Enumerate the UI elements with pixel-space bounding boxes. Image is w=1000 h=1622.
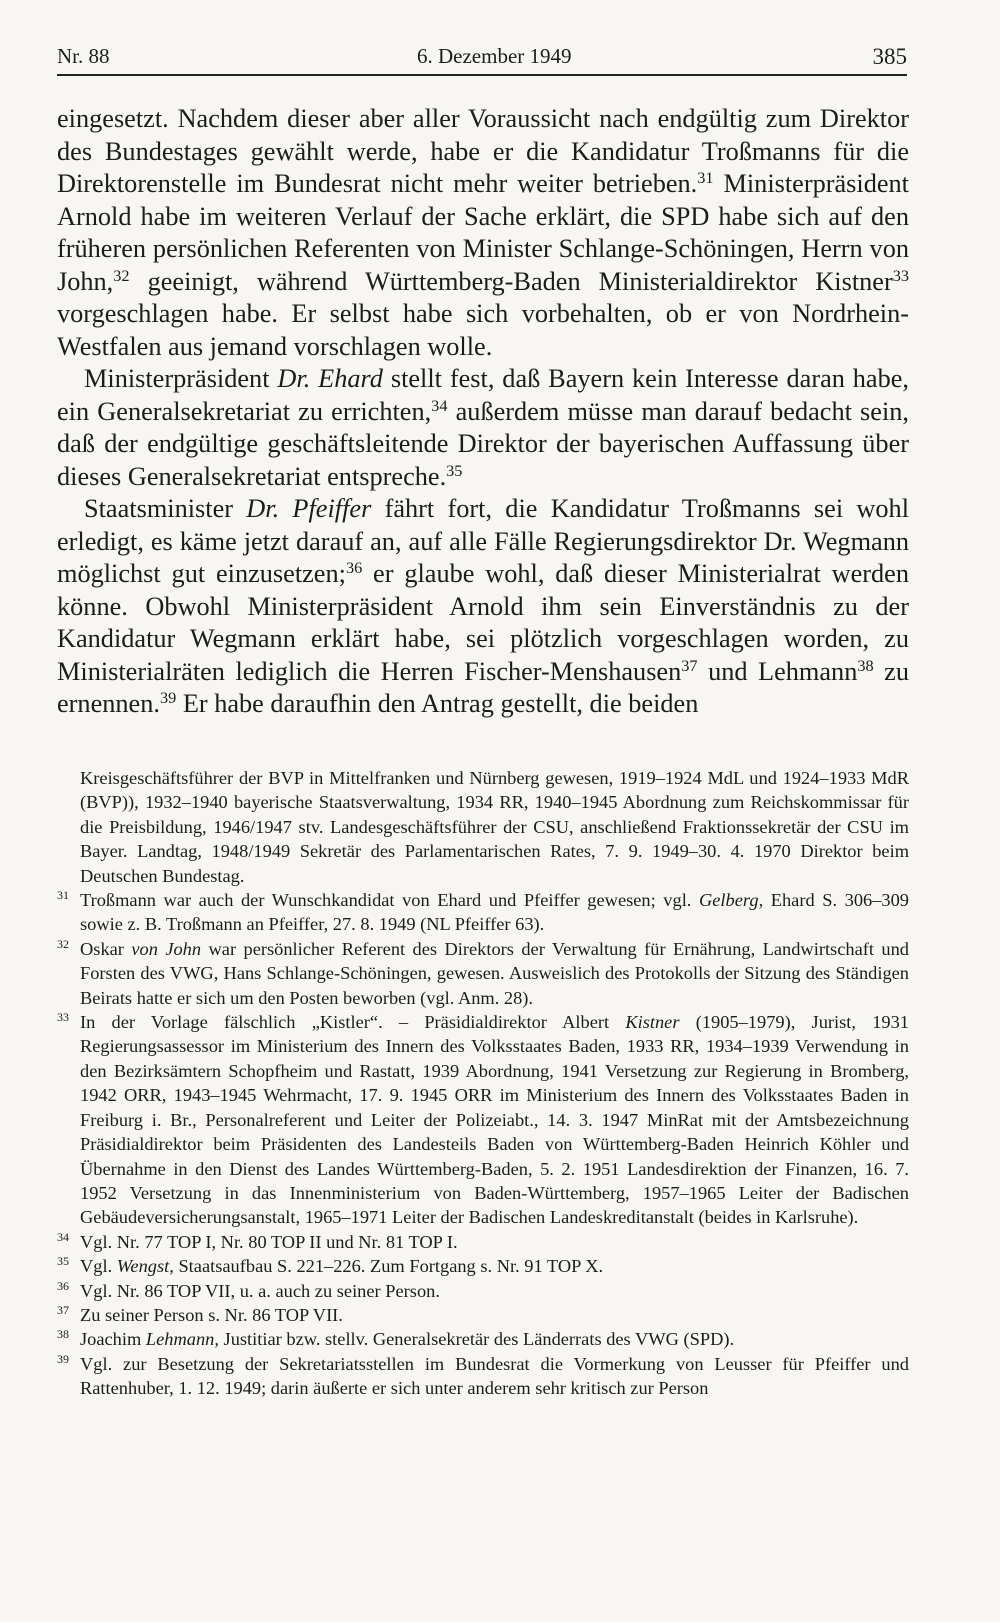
footnote-text: Staatsaufbau S. 221–226. Zum Fortgang s. Nr. 91 TOP X. <box>173 1256 604 1277</box>
footnote-ref[interactable]: 36 <box>345 558 363 578</box>
footnote-text: In der Vorlage fälschlich „Kistler“. – Präsidialdirektor Albert <box>80 1012 626 1033</box>
footnote-text: war persönlicher Referent des Direktors der Verwaltung für Ernährung, Landwirtschaft und Forsten des VWG, Hans Schlange-Schöningen, gewesen. Ausweislich des Protokolls der Sitzung des Ständigen Beirats hatte er sich um den Posten beworben (vgl. Anm. 28). <box>80 938 909 1008</box>
paragraph-3 <box>57 493 909 721</box>
footnote-35 <box>57 1254 909 1278</box>
footnote-continuation <box>57 766 909 888</box>
text-run: und Lehmann <box>697 656 858 686</box>
footnote-text: (1905–1979), Jurist, 1931 Regierungsassessor im Ministerium des Innern des Volksstaates Baden, 1933 RR, 1934–1939 Verwendung in den Bezirksämtern Schopfheim und Rastatt, 1939 Abordnung, 1941 Versetzung zur Regierung in Bromberg, 1942 ORR, 1943–1945 Wehrmacht, 17. 9. 1945 ORR im Ministerium des Innern des Volksstaates Baden in Freiburg i. Br., Personalreferent und Leiter der Polizeiabt., 14. 3. 1947 MinRat mit der Amtsbezeichnung Präsidialdirektor beim Präsidenten des Landesteils Baden von Württemberg-Baden Heinrich Köhler und Übernahme in den Dienst des Landes Württemberg-Baden, 5. 2. 1951 Landesdirektion der Finanzen, 16. 7. 1952 Versetzung in das Innenministerium von Baden-Württemberg, 1957–1965 Leiter der Badischen Gebäudeversicherungsanstalt, 1965–1971 Leiter der Badischen Landeskreditanstalt (beides in Karlsruhe). <box>80 1012 909 1228</box>
header-date: 6. Dezember 1949 <box>417 44 572 68</box>
issue-number: Nr. 88 <box>57 44 110 68</box>
footnote-text: Ehard S. 306–309 sowie z. B. Troßmann an Pfeiffer, 27. 8. 1949 (NL Pfeiffer 63). <box>80 890 909 935</box>
text-run: stellt fest, daß Bayern kein Interesse daran habe, ein Generalsekretariat zu errichten, <box>57 364 910 426</box>
footnote-ref[interactable]: 32 <box>113 265 130 285</box>
footnote-number: 33 <box>57 1010 69 1025</box>
footnote-text: Oskar <box>80 938 132 959</box>
footnote-ref[interactable]: 34 <box>431 395 448 415</box>
footnote-31 <box>57 888 909 937</box>
text-run: Ministerpräsident Arnold habe im weiteren Verlauf der Sache erklärt, die SPD habe sich auf den früheren persönlichen Referenten von Minister Schlange-Schöningen, Herrn von John, <box>57 169 909 296</box>
paragraph-1 <box>57 103 909 363</box>
person-name: Dr. Pfeiffer <box>246 494 372 523</box>
person-name: von John <box>131 938 202 959</box>
author-name: Gelberg, <box>698 890 764 911</box>
footnote-text: Justitiar bzw. stellv. Generalsekretär des Länderrats des VWG (SPD). <box>218 1329 735 1350</box>
footnote-number: 32 <box>57 936 69 951</box>
footnote-number: 35 <box>57 1254 69 1269</box>
footnote-number: 39 <box>57 1351 69 1366</box>
text-run: außerdem müsse man darauf bedacht sein, daß der endgültige geschäftsleitende Direktor der bayerischen Auffassung über dieses Generalsekretariat entspreche. <box>57 396 909 491</box>
footnote-32 <box>57 937 909 1010</box>
footnote-38 <box>57 1327 909 1351</box>
footnote-text: Kreisgeschäftsführer der BVP in Mittelfranken und Nürnberg gewesen, 1919–1924 MdL und 1924–1933 MdR (BVP)), 1932–1940 bayerische Staatsverwaltung, 1934 RR, 1940–1945 Abordnung zum Reichskommissar für die Preisbildung, 1946/1947 stv. Landesgeschäftsführer der CSU, anschließend Fraktionssekretär der CSU im Bayer. Landtag, 1948/1949 Sekretär des Parlamentarischen Rates, 7. 9. 1949–30. 4. 1970 Direktor beim Deutschen Bundestag. <box>80 768 909 886</box>
footnote-text: Zu seiner Person s. Nr. 86 TOP VII. <box>80 1304 343 1325</box>
footnotes <box>57 766 909 1401</box>
footnote-39 <box>57 1352 909 1401</box>
footnote-33 <box>57 1010 909 1230</box>
footnote-number: 34 <box>57 1229 69 1244</box>
running-header <box>57 40 907 76</box>
person-name: Lehmann, <box>145 1329 219 1350</box>
footnote-text: Joachim <box>80 1329 146 1350</box>
text-run: Staatsminister <box>84 494 247 523</box>
text-run: eingesetzt. Nachdem dieser aber aller Voraussicht nach endgültig zum Direktor des Bundestages gewählt werde, habe er die Kandidatur Troßmanns für die Direktorenstelle im Bundesrat nicht mehr weiter betrieben. <box>57 104 909 198</box>
text-run: vorgeschlagen habe. Er selbst habe sich vorbehalten, ob er von Nordrhein-Westfalen aus jemand vorschlagen wolle. <box>57 299 909 361</box>
footnote-36 <box>57 1279 909 1303</box>
footnote-ref[interactable]: 37 <box>681 655 698 675</box>
footnote-ref[interactable]: 39 <box>159 688 177 708</box>
text-run: er glaube wohl, daß dieser Ministerialrat werden könne. Obwohl Ministerpräsident Arnold ihm sein Einverständnis zu der Kandidatur Wegmann erklärt habe, sei plötzlich vorgeschlagen worden, zu Ministerialräten lediglich die Herren Fischer-Menshausen <box>57 559 909 686</box>
person-name: Kistner <box>625 1012 680 1033</box>
text-run: fährt fort, die Kandidatur Troßmanns sei wohl erledigt, es käme jetzt darauf an, auf alle Fälle Regierungsdirektor Dr. Wegmann möglichst gut einzusetzen; <box>57 494 910 588</box>
footnote-37 <box>57 1303 909 1327</box>
main-text <box>57 103 909 721</box>
footnote-text: Vgl. Nr. 86 TOP VII, u. a. auch zu seiner Person. <box>80 1280 440 1301</box>
footnote-ref[interactable]: 35 <box>446 460 463 480</box>
footnote-number: 31 <box>57 888 69 903</box>
person-name: Dr. Ehard <box>277 364 383 393</box>
paragraph-2 <box>57 363 909 493</box>
footnote-number: 36 <box>57 1278 69 1293</box>
page-number: 385 <box>872 44 907 69</box>
footnote-text: Vgl. <box>80 1256 117 1277</box>
footnote-text: Vgl. zur Besetzung der Sekretariatsstellen im Bundesrat die Vormerkung von Leusser für Pfeiffer und Rattenhuber, 1. 12. 1949; darin äußerte er sich unter anderem sehr kritisch zur Person <box>80 1353 909 1399</box>
footnote-text: Troßmann war auch der Wunschkandidat von Ehard und Pfeiffer gewesen; vgl. <box>80 890 699 911</box>
author-name: Wengst, <box>116 1256 174 1277</box>
footnote-ref[interactable]: 31 <box>697 168 714 188</box>
text-run: Er habe daraufhin den Antrag gestellt, die beiden <box>176 689 699 718</box>
footnote-ref[interactable]: 33 <box>892 265 909 285</box>
footnote-text: Vgl. Nr. 77 TOP I, Nr. 80 TOP II und Nr. 81 TOP I. <box>80 1231 458 1252</box>
text-run: zu ernennen. <box>57 656 909 718</box>
text-run: geeinigt, während Württemberg-Baden Ministerialdirektor Kistner <box>129 266 893 296</box>
text-run: Ministerpräsident <box>84 364 278 393</box>
footnote-number: 38 <box>57 1327 69 1342</box>
footnote-number: 37 <box>57 1302 69 1317</box>
footnote-34 <box>57 1230 909 1254</box>
footnote-ref[interactable]: 38 <box>857 655 874 675</box>
